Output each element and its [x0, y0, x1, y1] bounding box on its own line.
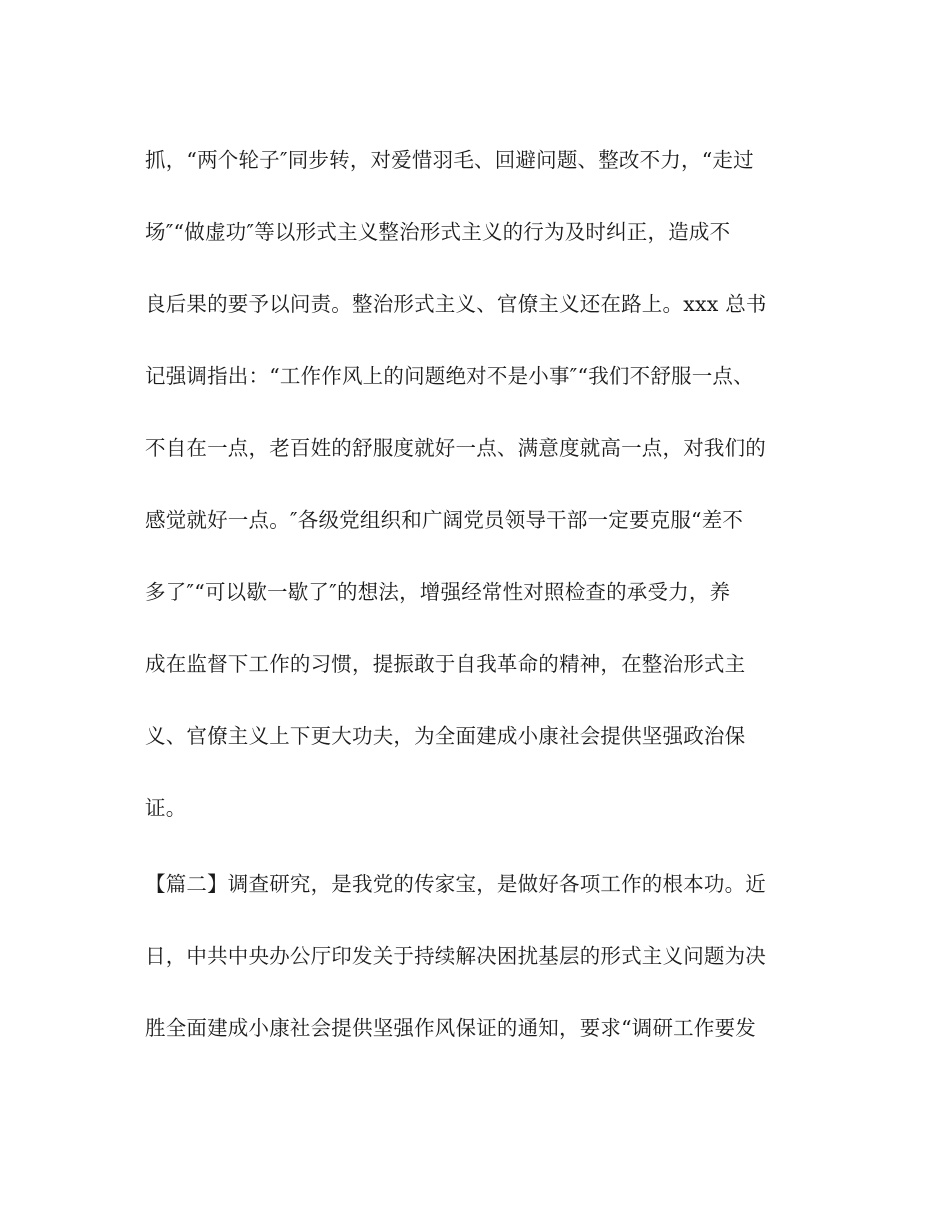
text-line: 证。	[145, 796, 187, 820]
text-line: 日，中共中央办公厅印发关于持续解决困扰基层的形式主义问题为决	[145, 944, 766, 968]
text-line: 不自在一点，老百姓的舒服度就好一点、满意度就高一点，对我们的	[145, 436, 766, 460]
text-line: 良后果的要予以问责。整治形式主义、官僚主义还在路上。xxx 总书	[145, 292, 767, 316]
section-heading-line: 【篇二】调查研究，是我党的传家宝，是做好各项工作的根本功。近	[145, 872, 766, 896]
text-line: 成在监督下工作的习惯，提振敢于自我革命的精神，在整治形式主	[145, 652, 746, 676]
text-line: 多了″“可以歇一歇了″的想法，增强经常性对照检查的承受力，养	[145, 580, 731, 604]
text-line: 感觉就好一点。″各级党组织和广阔党员领导干部一定要克服“差不	[145, 508, 744, 532]
text-line: 场″“做虚功″等以形式主义整治形式主义的行为及时纠正，造成不	[145, 220, 731, 244]
text-line: 记强调指出：“工作作风上的问题绝对不是小事″“我们不舒服一点、	[145, 364, 754, 388]
text-line: 胜全面建成小康社会提供坚强作风保证的通知，要求“调研工作要发	[145, 1016, 756, 1040]
text-line: 抓，“两个轮子″同步转，对爱惜羽毛、回避问题、整改不力，“走过	[145, 148, 754, 172]
text-line: 义、官僚主义上下更大功夫，为全面建成小康社会提供坚强政治保	[145, 724, 746, 748]
